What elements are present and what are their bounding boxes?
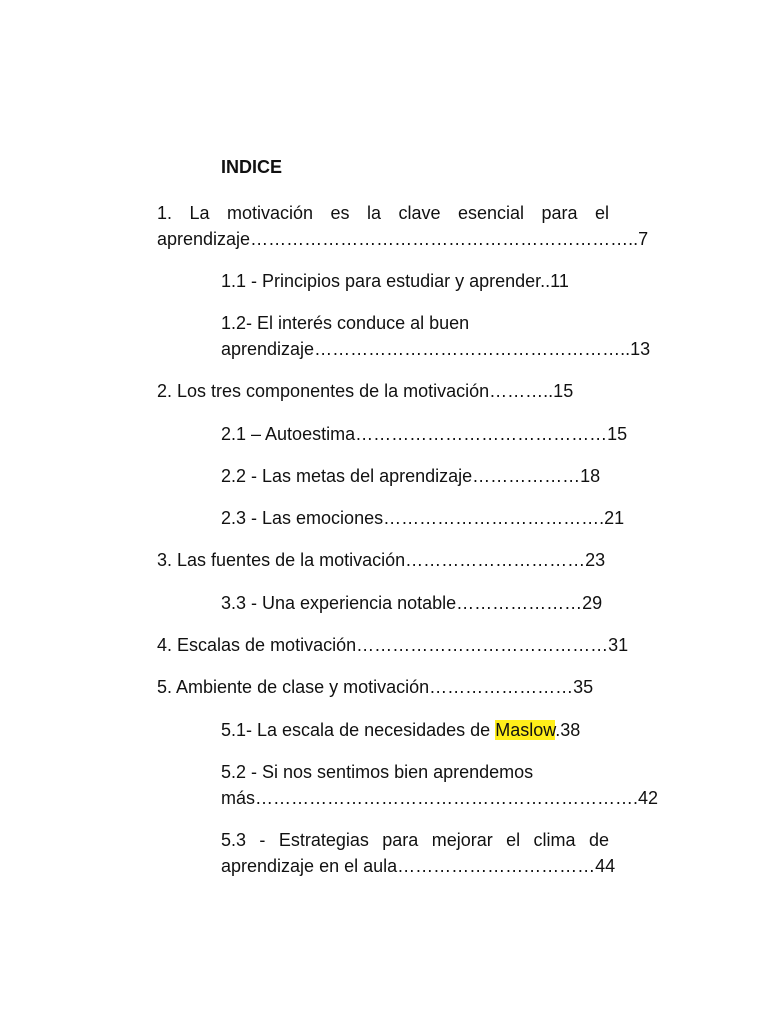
highlighted-word-maslow: Maslow bbox=[495, 720, 556, 740]
toc-entry-5-1-page: .38 bbox=[555, 720, 581, 740]
toc-entry-3: 3. Las fuentes de la motivación…………………………23 bbox=[157, 550, 606, 570]
toc-entry-1-line-2: aprendizaje………………………………………………………..7 bbox=[157, 229, 649, 249]
toc-entry-3-3: 3.3 - Una experiencia notable…………………29 bbox=[221, 593, 603, 613]
toc-entry-1-2-line-2: aprendizaje……………………………………………..13 bbox=[221, 339, 651, 359]
toc-entry-5: 5. Ambiente de clase y motivación……………………35 bbox=[157, 677, 594, 697]
toc-entry-1-1: 1.1 - Principios para estudiar y aprender..11 bbox=[221, 271, 569, 291]
toc-entry-5-2-line-2: más……………………………………………………….42 bbox=[221, 788, 659, 808]
toc-entry-1-line-1: 1. La motivación es la clave esencial para el bbox=[157, 203, 609, 223]
toc-entry-2-3: 2.3 - Las emociones……………………………….21 bbox=[221, 508, 625, 528]
toc-entry-5-3-line-1: 5.3 - Estrategias para mejorar el clima de bbox=[221, 830, 609, 850]
index-title: INDICE bbox=[221, 157, 283, 177]
toc-entry-5-2-line-1: 5.2 - Si nos sentimos bien aprendemos bbox=[221, 762, 534, 782]
toc-entry-5-1-text: 5.1- La escala de necesidades de bbox=[221, 720, 496, 740]
toc-entry-2: 2. Los tres componentes de la motivación………..15 bbox=[157, 381, 574, 401]
toc-entry-4: 4. Escalas de motivación……………………………………31 bbox=[157, 635, 629, 655]
toc-entry-1-2-line-1: 1.2- El interés conduce al buen bbox=[221, 313, 470, 333]
toc-entry-2-2: 2.2 - Las metas del aprendizaje………………18 bbox=[221, 466, 601, 486]
toc-entry-2-1: 2.1 – Autoestima……………………………………15 bbox=[221, 424, 628, 444]
toc-entry-5-3-line-2: aprendizaje en el aula……………………………44 bbox=[221, 856, 616, 876]
toc-entry-5-1 bbox=[221, 717, 580, 743]
